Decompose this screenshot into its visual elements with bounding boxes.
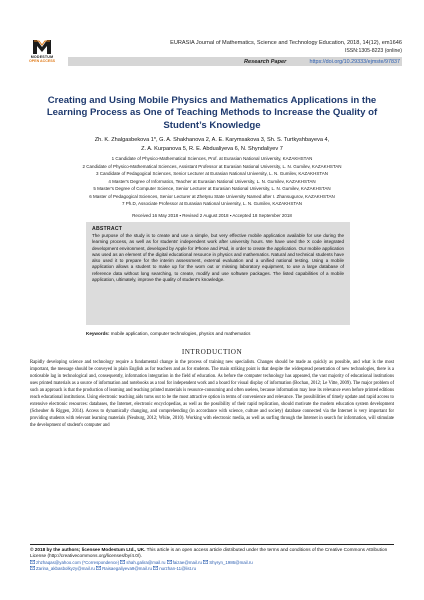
section-bar (68, 57, 402, 66)
logo-open-access: OPEN ACCESS (28, 59, 56, 63)
email-address: Raisaegaliyeva9@mail.ru (102, 565, 152, 571)
keywords (86, 331, 350, 336)
email-address: zhzhaqas@yahoo.com (*Correspondence) (36, 559, 120, 565)
affiliation-item: 6 Master of Pedagogical Sciences, Senior Lecturer at Zhetysu State University Named after I. Zhansugurov, KAZAKHSTAN (89, 193, 335, 199)
email-address: faizae@mail.ru (172, 559, 202, 565)
footer (30, 547, 394, 572)
affiliation-item: 3 Candidate of Pedagogical Sciences, Senior Lecturer at Eurasian National University, L. N. Gumilev, KAZAKHSTAN (95, 171, 329, 176)
article-type-label: Research Paper (244, 58, 287, 65)
mail-icon (30, 566, 35, 570)
email-item[interactable] (120, 560, 165, 565)
mail-icon (167, 560, 172, 564)
footer-divider (30, 544, 394, 545)
author-line: Z. A. Kurpanova 5, R. E. Abdualiyeva 6, N. Shyndaliyev 7 (141, 145, 283, 152)
affiliation-item: 1 Candidate of Physico-Mathematical Sciences, Prof. at Eurasian National University, KAZAKHSTAN (111, 156, 313, 161)
email-list (30, 560, 394, 572)
doi-link[interactable]: https://doi.org/10.29333/ejmste/97837 (309, 58, 400, 65)
email-item[interactable] (30, 560, 119, 565)
copyright-holder: © 2018 by the authors; licensee Modestum Ltd., UK. (30, 547, 146, 552)
affiliation-item: 5 Master's Degree of Computer Science, Senior Lecturer at Eurasian National University, L. N. Gumilev, KAZAKHSTAN (93, 186, 331, 191)
email-address: Zarina_akbasbolkyzy@mail.ru (36, 565, 95, 571)
abstract-text: The purpose of the study is to create and use a simple, but very effective mobile application available for use during the learning process, as well as for students' independent work after university hours. We have used the X code integrated development environment, developed by Apple for iPhone and iPad, in order to create the application. Our mobile application was used as an element of the digital educational resource in physics and mathematics. Natural and technical students have also used it to prepare for the interim assessment, external evaluation and a unified national testing. Using a mobile application allows a student to make up for the worn out or missing laboratory equipment, to use a large database of reference data without long searching, to create, modify and use software packages. The listed capabilities of a mobile application, ultimately, improve the quality of student's knowledge. (92, 233, 344, 283)
article-title: Creating and Using Mobile Physics and Mathematics Applications in the Learning Process as One of Teaching Methods to Increase the Quality of Student’s Knowledge (46, 95, 378, 131)
email-address: nurzhan-11@list.ru (159, 565, 197, 571)
email-item[interactable] (167, 560, 202, 565)
mail-icon (153, 566, 158, 570)
author-list (30, 136, 394, 153)
issn-line: ISSN:1305-8223 (online) (344, 48, 402, 54)
abstract-heading: ABSTRACT (92, 226, 123, 232)
copyright-notice (30, 547, 394, 560)
email-item[interactable] (96, 566, 152, 571)
keywords-text: mobile application, computer technologies, physics and mathematics (110, 331, 251, 336)
mail-icon (203, 560, 208, 564)
mail-icon (30, 560, 35, 564)
author-line: Zh. K. Zhalgasbekova 1*, G. A. Shakhanova 2, A. E. Karymsakova 3, Sh. S. Turtkyshbayeva 4, (94, 137, 330, 143)
email-item[interactable] (30, 566, 95, 571)
publisher-logo[interactable] (22, 38, 62, 66)
keywords-label: Keywords: (86, 331, 110, 336)
section-body: Rapidly developing science and technology require a fundamental change in the process of training new specialists. Changes should be made as quickly as possible, and what is the most important, the message should be conveyed in plain English as for teachers and as for students. The main striking point is that despite the widespread penetration of new technologies, there is a noticeable lag in technological and, consequently, information integration in the field of education. As before the computer technology has appeared, the vast majority of educational institutions uses printed materials as a source of information and notebooks as a tool for independent work and a board for visual display of information (Bochan, 2012; Le Vitte, 2009). The major problem of such an approach is that the production of learning and teaching printed materials is resource-consuming and often useless, because information may lose its relevance even before printed editions reach educational institutions. Using electronic teaching aids turns out to be the most attractive option in terms of convenience and relevance. The possibilities of timely update and rapid access to extensive electronic resources: databases, the Internet, electronic encyclopedias, as well as the possibility of their rapid replication, should motivate the modern education system development (Scheuber & Riggen, 2014). Access to dynamically changing, and comprehending (in accordance with science, culture and society) database connected via the Internet is very important for providing students with relevant learning materials (Neuburg, 2012; White, 2010). Working with electronic media, as well as surfing through the Internet in search for information, will stimulate the development of student's computer and (30, 360, 394, 428)
mail-icon (120, 560, 125, 564)
journal-citation: EURASIA Journal of Mathematics, Science and Technology Education, 2018, 14(12), em1646 (170, 40, 402, 46)
mail-icon (96, 566, 101, 570)
abstract-box (86, 222, 350, 325)
section-heading: INTRODUCTION (181, 348, 243, 356)
email-address: shah.galira@mail.ru (126, 559, 166, 565)
logo-name: MODESTUM (30, 55, 54, 59)
email-address: Shyryn_1986@mail.ru (209, 559, 253, 565)
email-item[interactable] (203, 560, 253, 565)
modestum-m-icon (32, 38, 52, 54)
affiliation-item: 7 Ph.D, Associate Professor at Eurasian National University, L. N. Gumilev, KAZAKHSTAN (121, 201, 303, 206)
license-text: This article is an open access article distributed under the terms and conditions of the Creative Commons Attribution License (http://creativecommons.org/licenses/by/4.0/). (30, 547, 388, 559)
email-item[interactable] (153, 566, 196, 571)
affiliation-item: 2 Candidate of Physico-Mathematical Sciences, Assistant Professor at Eurasian National University, L. N. Gumilev, KAZAKHSTAN (82, 163, 342, 169)
journal-header (22, 38, 402, 66)
article-dates: Received 16 May 2018 ▪ Revised 2 August 2018 ▪ Accepted 18 September 2018 (132, 213, 292, 218)
affiliation-list (30, 155, 394, 208)
affiliation-item: 4 Master's Degree of Informatics, Teacher at Eurasian National University, L. N. Gumilev, KAZAKHSTAN (108, 178, 316, 184)
